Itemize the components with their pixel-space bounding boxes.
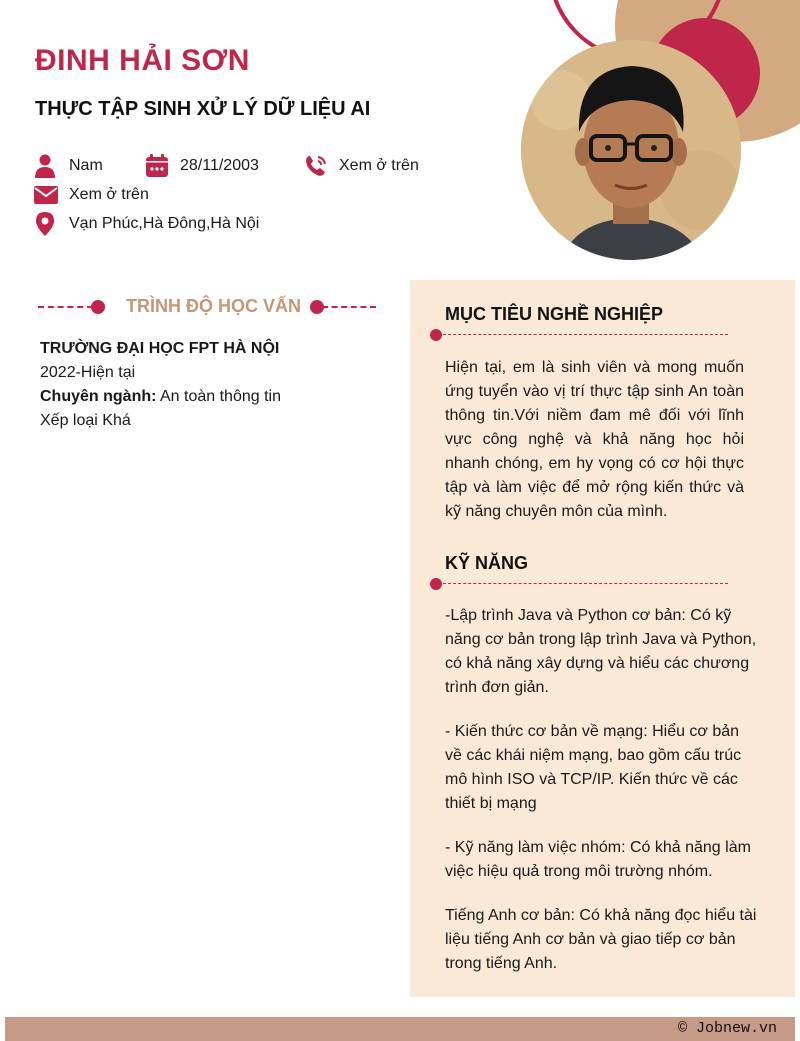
education-heading-bar bbox=[38, 294, 378, 320]
info-email bbox=[34, 183, 149, 207]
major-value: An toàn thông tin bbox=[156, 388, 281, 405]
info-phone bbox=[304, 154, 419, 178]
footer-credit: © Jobnew.vn bbox=[677, 1020, 777, 1037]
divider-dot bbox=[91, 300, 105, 314]
phone-icon bbox=[304, 154, 328, 178]
profile-photo bbox=[521, 40, 741, 260]
map-pin-icon bbox=[34, 212, 58, 236]
education-entry bbox=[40, 337, 281, 433]
education-period: 2022-Hiện tại bbox=[40, 364, 136, 381]
job-title: THỰC TẬP SINH XỬ LÝ DỮ LIỆU AI bbox=[35, 98, 371, 120]
divider-dot bbox=[430, 578, 442, 590]
candidate-name: ĐINH HẢI SƠN bbox=[35, 44, 250, 77]
skills-divider bbox=[430, 577, 728, 591]
school-name: TRƯỜNG ĐẠI HỌC FPT HÀ NỘI bbox=[40, 340, 280, 357]
envelope-icon bbox=[34, 183, 58, 207]
calendar-icon bbox=[145, 154, 169, 178]
info-birthdate bbox=[145, 154, 259, 178]
email-value: Xem ở trên bbox=[69, 186, 149, 203]
divider-dot bbox=[430, 329, 442, 341]
divider bbox=[38, 306, 93, 308]
skills-heading: KỸ NĂNG bbox=[445, 553, 529, 573]
birthdate-value: 28/11/2003 bbox=[180, 157, 259, 174]
objective-heading: MỤC TIÊU NGHỀ NGHIỆP bbox=[445, 304, 664, 324]
skill-item: - Kiến thức cơ bản về mạng: Hiểu cơ bản về các khái niệm mạng, bao gồm cấu trúc mô hình ISO và TCP/IP. Kiến thức về các thiết bị mạng bbox=[445, 723, 742, 812]
person-icon bbox=[34, 154, 58, 178]
phone-value: Xem ở trên bbox=[339, 157, 419, 174]
info-address bbox=[34, 212, 259, 236]
gender-value: Nam bbox=[69, 157, 103, 174]
education-heading: TRÌNH ĐỘ HỌC VẤN bbox=[126, 296, 301, 316]
skill-item: -Lập trình Java và Python cơ bản: Có kỹ năng cơ bản trong lập trình Java và Python, có khả năng xây dựng và hiểu các chương trình đơn giản. bbox=[445, 607, 757, 696]
address-value: Vạn Phúc,Hà Đông,Hà Nội bbox=[69, 215, 260, 232]
objective-text: Hiện tại, em là sinh viên và mong muốn ứng tuyển vào vị trí thực tập sinh An toàn thông tin.Với niềm đam mê đối với lĩnh vực công nghệ và khả năng học hỏi nhanh chóng, em hy vọng có cơ hội thực tập và làm việc để mở rộng kiến thức và kỹ năng chuyên môn của mình. bbox=[445, 359, 744, 520]
info-gender bbox=[34, 154, 103, 178]
objective-divider bbox=[430, 328, 728, 342]
education-rank: Xếp loại Khá bbox=[40, 412, 131, 429]
skill-item: - Kỹ năng làm việc nhóm: Có khả năng làm việc hiệu quả trong môi trường nhóm. bbox=[445, 839, 751, 880]
major-label: Chuyên ngành: bbox=[40, 388, 157, 405]
footer-bar bbox=[5, 1017, 795, 1041]
skill-item: Tiếng Anh cơ bản: Có khả năng đọc hiểu tài liệu tiếng Anh cơ bản và giao tiếp cơ bản trong tiếng Anh. bbox=[445, 907, 757, 972]
divider bbox=[322, 306, 376, 308]
